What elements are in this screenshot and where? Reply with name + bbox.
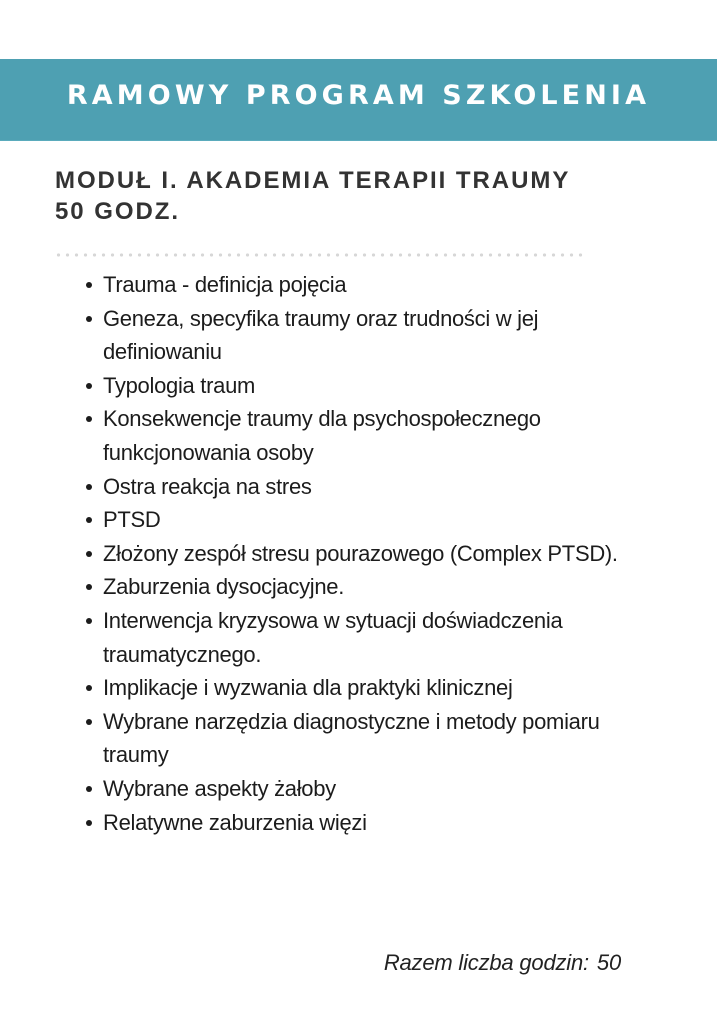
list-item [80,705,660,772]
bullet-icon [86,383,92,389]
topic-text: Zaburzenia dysocjacyjne. [103,574,345,600]
list-item [80,369,660,403]
bullet-icon [86,820,92,826]
list-item [80,503,660,537]
topic-text: Geneza, specyfika traumy oraz trudności w jej definiowaniu [103,305,539,365]
module-heading-title: MODUŁ I. AKADEMIA TERAPII TRAUMY [55,167,571,194]
total-hours [384,948,621,978]
dotted-divider [54,253,586,257]
topic-text: Wybrane aspekty żałoby [103,775,336,801]
topic-text: Implikacje i wyzwania dla praktyki klinicznej [103,675,513,701]
bullet-icon [86,719,92,725]
bullet-icon [86,517,92,523]
topic-text: Trauma - definicja pojęcia [103,272,347,297]
page-title: RAMOWY PROGRAM SZKOLENIA [66,80,651,111]
bullet-icon [86,316,92,322]
topic-text: Ostra reakcja na stres [103,473,312,499]
topic-text: Konsekwencje traumy dla psychospołecznego funkcjonowania osoby [103,406,541,465]
module-heading-hours: 50 GODZ. [55,198,180,225]
topic-text: Relatywne zaburzenia więzi [103,809,367,835]
list-item [80,570,660,604]
topic-text: Interwencja kryzysowa w sytuacji doświadczenia traumatycznego. [103,607,563,667]
bullet-icon [86,484,92,490]
topic-text: Wybrane narzędzia diagnostyczne i metody pomiaru traumy [103,708,600,768]
list-item [80,772,660,806]
title-banner [0,59,717,141]
total-hours-label: Razem liczba godzin: [383,950,589,975]
list-item [80,806,660,840]
list-item [80,537,660,571]
list-item [80,671,660,705]
topic-text: PTSD [103,507,161,533]
topic-text: Typologia traum [103,372,256,398]
bullet-icon [86,786,92,792]
total-hours-value: 50 [596,950,621,975]
topic-text: Złożony zespół stresu pourazowego (Complex PTSD). [103,540,618,566]
topic-list [80,268,660,839]
bullet-icon [86,618,92,624]
list-item [80,302,660,369]
list-item [80,470,660,504]
bullet-icon [86,416,92,422]
bullet-icon [86,282,92,288]
list-item [80,402,660,469]
bullet-icon [86,685,92,691]
bullet-icon [86,584,92,590]
module-heading [55,165,675,227]
list-item [80,268,660,302]
bullet-icon [86,551,92,557]
list-item [80,604,660,671]
